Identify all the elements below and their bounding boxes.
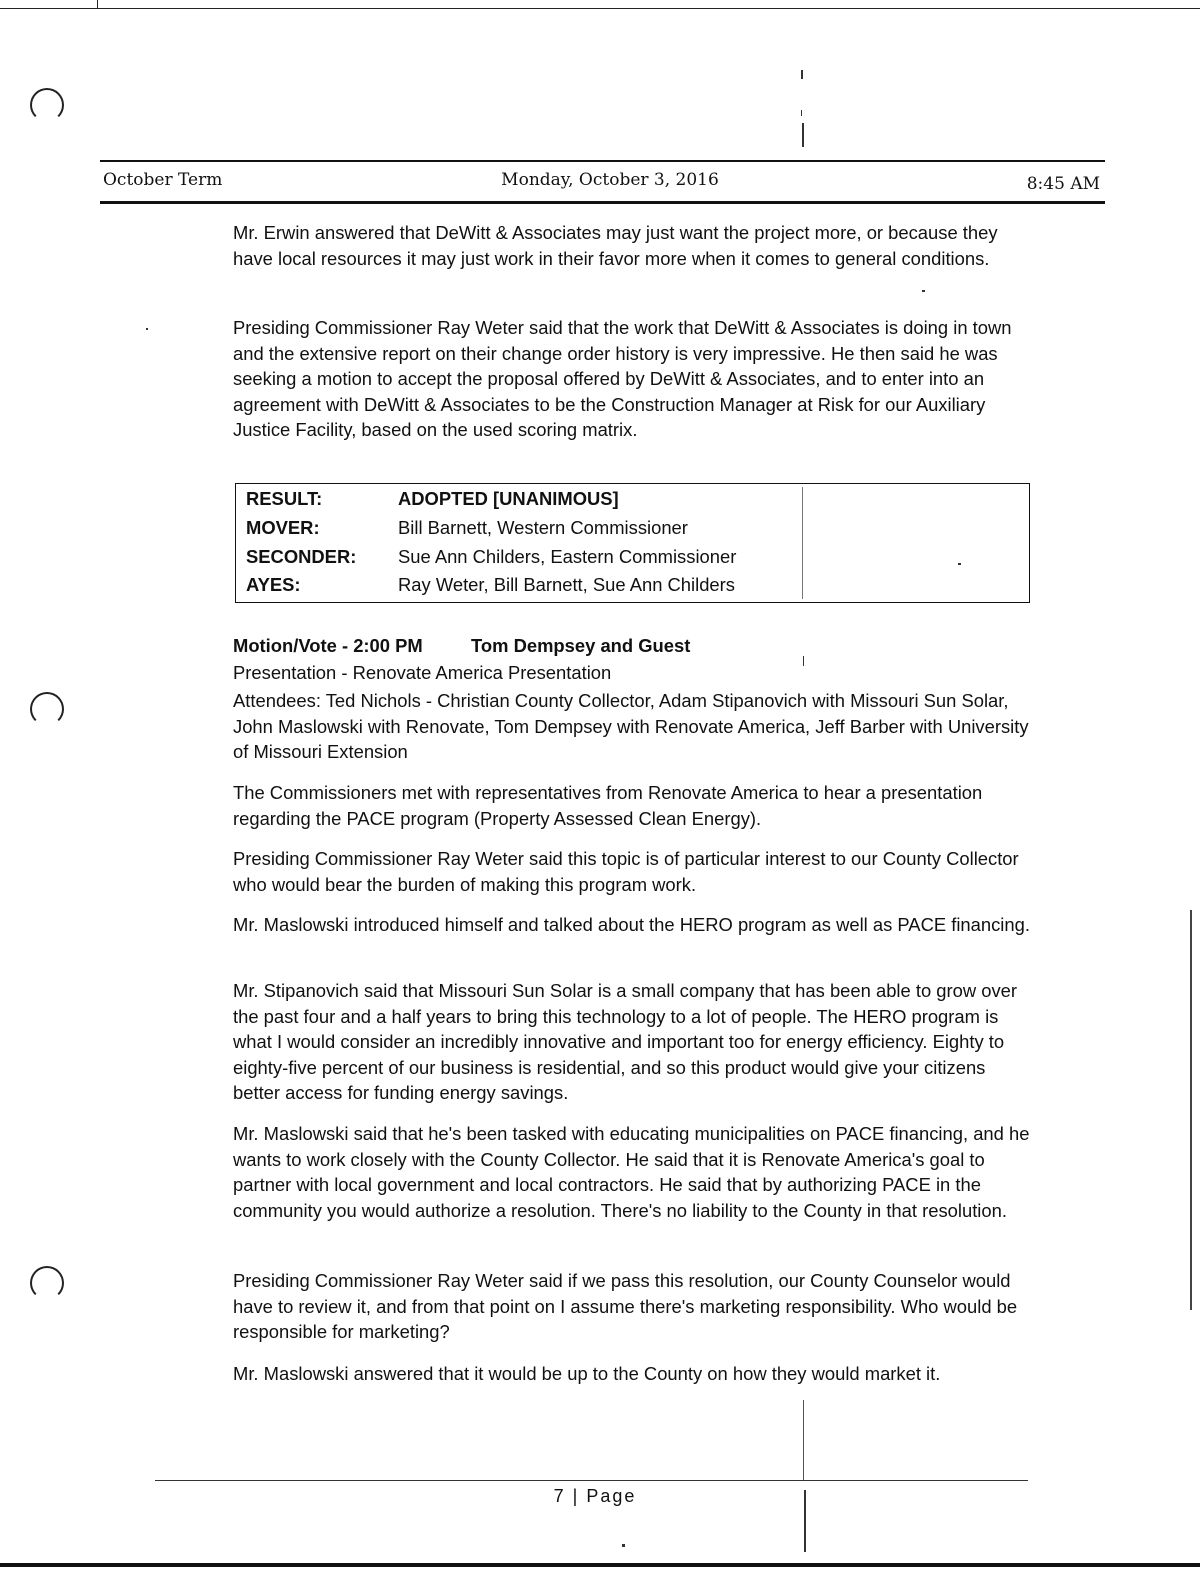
motion-title: Motion/Vote - 2:00 PM: [233, 635, 423, 656]
paragraph-maslowski-intro: Mr. Maslowski introduced himself and talked about the HERO program as well as PACE financing.: [233, 914, 1030, 935]
mover-label: MOVER:: [246, 517, 320, 538]
punch-hole: [30, 88, 64, 122]
paragraph-weter-motion-request: Presiding Commissioner Ray Weter said that the work that DeWitt & Associates is doing in town and the extensive report on their change order history is very impressive. He then said he was seeking a motion to accept the proposal offered by DeWitt & Associates, and to enter into an agreement with DeWitt & Associates to be the Construction Manager at Risk for our Auxiliary Justice Facility, based on the used scoring matrix.: [233, 317, 1012, 440]
punch-hole: [30, 1266, 64, 1300]
scan-mark: [802, 123, 804, 147]
vote-result-table: [235, 483, 1030, 603]
paragraph-maslowski-market: Mr. Maslowski answered that it would be up to the County on how they would market it.: [233, 1363, 941, 1384]
punch-hole: [30, 692, 64, 726]
scan-bottom-edge: [0, 1563, 1200, 1567]
seconder-label: SECONDER:: [246, 546, 357, 567]
paragraph-stipanovich: Mr. Stipanovich said that Missouri Sun Solar is a small company that has been able to grow over the past four and a half years to bring this technology to a lot of people. The HERO program is what I would consider an incredibly innovative and important too for energy efficiency. Eighty to eighty-five percent of our business is residential, and so this product would give your citizens better access for funding energy savings.: [233, 980, 1018, 1103]
page-number: 7 | Page: [553, 1486, 637, 1506]
header-rule-bottom: [100, 201, 1105, 204]
header-rule-top: [100, 160, 1105, 162]
scan-mark: [622, 1544, 625, 1547]
ayes-value: Ray Weter, Bill Barnett, Sue Ann Childers: [398, 574, 735, 595]
paragraph-weter-interest: Presiding Commissioner Ray Weter said this topic is of particular interest to our County Collector who would bear the burden of making this program work.: [233, 848, 1019, 895]
scan-mark: [803, 1400, 804, 1480]
paragraph-weter-resolution: Presiding Commissioner Ray Weter said if we pass this resolution, our County Counselor would have to review it, and from that point on I assume there's marketing responsibility. Who would be responsible for marketing?: [233, 1270, 1018, 1342]
scan-mark: [801, 110, 802, 116]
footer-rule: [155, 1480, 1028, 1481]
mover-value: Bill Barnett, Western Commissioner: [398, 517, 688, 538]
result-value: ADOPTED [UNANIMOUS]: [398, 488, 619, 509]
attendees-line: Attendees: Ted Nichols - Christian County Collector, Adam Stipanovich with Missouri Sun Solar, John Maslowski with Renovate, Tom Dempsey with Renovate America, Jeff Barber with University of Missouri Extension: [233, 690, 1029, 762]
paragraph-maslowski-tasked: Mr. Maslowski said that he's been tasked with educating municipalities on PACE financing, and he wants to work closely with the County Collector. He said that it is Renovate America's goal to partner with local government and local contractors. He said that by authorizing PACE in the community you would authorize a resolution. There's no liability to the County in that resolution.: [233, 1123, 1030, 1221]
header-term: October Term: [103, 170, 223, 190]
presentation-line: Presentation - Renovate America Presentation: [233, 662, 612, 683]
scan-mark: [922, 290, 925, 292]
header-time: 8:45 AM: [1026, 174, 1100, 194]
scan-mark: [146, 328, 148, 330]
scan-edge-mark: [97, 0, 98, 8]
scan-mark: [804, 1490, 806, 1552]
paragraph-commissioners-met: The Commissioners met with representatives from Renovate America to hear a presentation regarding the PACE program (Property Assessed Clean Energy).: [233, 782, 983, 829]
scan-mark: [801, 70, 803, 79]
result-label: RESULT:: [246, 488, 323, 509]
scan-mark: [803, 656, 804, 666]
header-date: Monday, October 3, 2016: [501, 170, 719, 190]
seconder-value: Sue Ann Childers, Eastern Commissioner: [398, 546, 737, 567]
scan-top-edge: [0, 8, 1200, 9]
ayes-label: AYES:: [246, 574, 301, 595]
scan-mark: [1190, 910, 1192, 1310]
motion-speaker: Tom Dempsey and Guest: [471, 635, 691, 656]
scan-mark: [802, 487, 803, 599]
scan-mark: [958, 563, 961, 565]
paragraph-erwin-answer: Mr. Erwin answered that DeWitt & Associates may just want the project more, or because they have local resources it may just work in their favor more when it comes to general conditions.: [233, 222, 998, 269]
